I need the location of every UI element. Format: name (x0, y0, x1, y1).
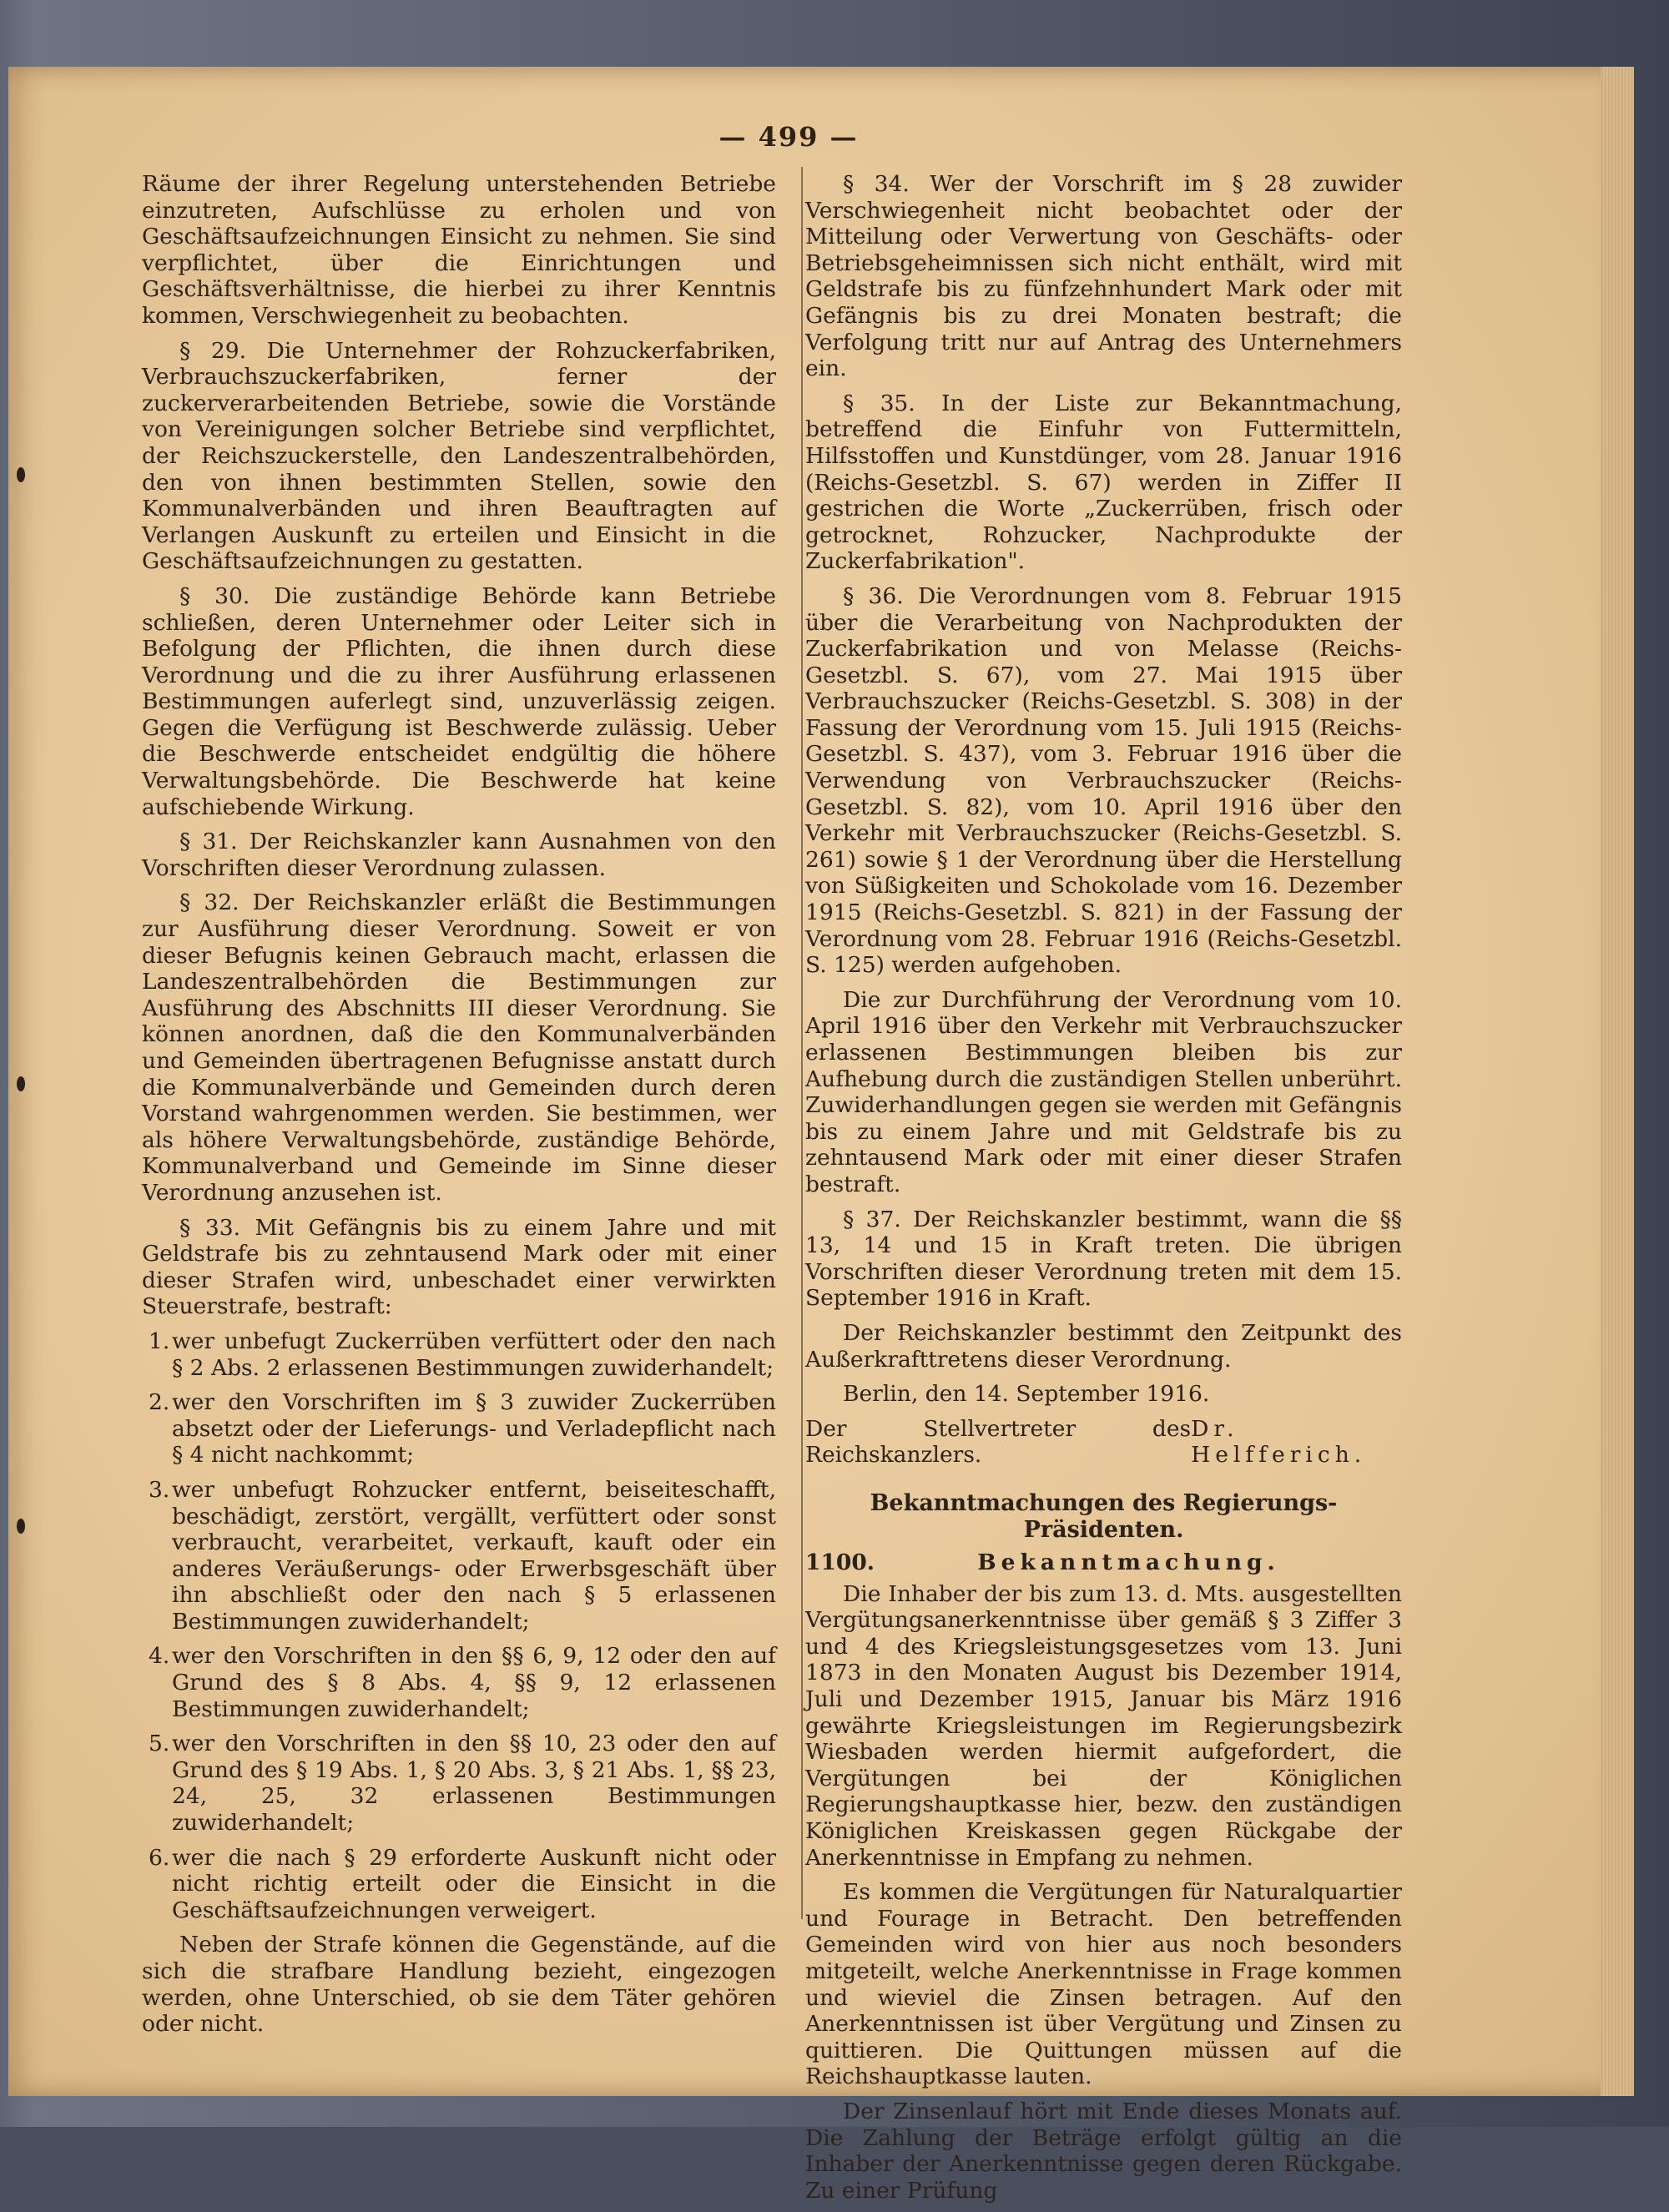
page-edges (1601, 67, 1634, 2096)
list-item-number: 2. (149, 1389, 170, 1416)
paragraph-closing: Neben der Strafe können die Gegenstände, auf die sich die strafbare Handlung bezieht, eingezogen werden, ohne Unterschied, ob sie dem Täter gehören oder nicht. (142, 1932, 776, 2038)
paragraph-intro: Räume der ihrer Regelung unterstehenden Betriebe einzutreten, Aufschlüsse zu erholen und von Geschäftsaufzeichnungen Einsicht zu nehmen. Sie sind verpflichtet, über die Einrichtungen und Geschäftsverhältnisse, die hierbei zu ihrer Kenntnis kommen, Verschwiegenheit zu beobachten. (142, 171, 776, 329)
list-item (142, 1643, 776, 1722)
left-column (142, 171, 776, 2046)
binding-hole (17, 1519, 25, 1534)
section-heading: Bekanntmachungen des Regierungs-Präsidenten. (870, 1489, 1338, 1543)
list-item-number: 3. (149, 1476, 170, 1503)
signature-role: Der Stellvertreter des Reichskanzlers. (805, 1415, 1192, 1469)
column-divider (801, 167, 803, 1919)
binding-hole (17, 467, 25, 482)
binding-hole (17, 1076, 25, 1091)
paragraph-s36: § 36. Die Verordnungen vom 8. Februar 1915 über die Verarbeitung von Nachprodukten der Zuckerfabrikation und von Melasse (Reichs-Gesetzbl. S. 67), vom 27. Mai 1915 über Verbrauchszucker (Reichs-Gesetzbl. S. 308) in der Fassung der Verordnung vom 15. Juli 1915 (Reichs-Gesetzbl. S. 437), vom 3. Februar 1916 über die Verwendung von Verbrauchszucker (Reichs-Gesetzbl. S. 82), vom 10. April 1916 über den Verkehr mit Verbrauchszucker (Reichs-Gesetzbl. S. 261) sowie § 1 der Verordnung über die Herstellung von Süßigkeiten und Schokolade vom 16. Dezember 1915 (Reichs-Gesetzbl. S. 821) in der Fassung der Verordnung vom 28. Februar 1916 (Reichs-Gesetzbl. S. 125) werden aufgehoben. (805, 582, 1402, 979)
list-item-number: 1. (149, 1328, 170, 1354)
paragraph-s32: § 32. Der Reichskanzler erläßt die Bestimmungen zur Ausführung dieser Verordnung. Soweit er von dieser Befugnis keinen Gebrauch macht, erlassen die Landeszentralbehörden die Bestimmungen zur Ausführung des Abschnitts III dieser Verordnung. Sie können anordnen, daß die den Kommunalverbänden und Gemeinden übertragenen Befugnisse anstatt durch die Kommunalverbände und Gemeinden durch deren Vorstand wahrgenommen werden. Sie bestimmen, wer als höhere Verwaltungsbehörde, zuständige Behörde, Kommunalverband und Gemeinde im Sinne dieser Verordnung anzusehen ist. (142, 889, 776, 1206)
signature (805, 1416, 1402, 1469)
paragraph-s36b: Die zur Durchführung der Verordnung vom 10. April 1916 über den Verkehr mit Verbrauchszucker erlassenen Bestimmungen bleiben bis zur Aufhebung durch die zuständigen Stellen unberührt. Zuwiderhandlungen gegen sie werden mit Gefängnis bis zu einem Jahre und mit Geldstrafe bis zu zehntausend Mark oder mit einer dieser Strafen bestraft. (805, 986, 1402, 1197)
signature-name: Dr. Helfferich. (1191, 1415, 1367, 1469)
penalty-list (142, 1328, 776, 1923)
list-item-text: wer den Vorschriften im § 3 zuwider Zuckerrüben absetzt oder der Lieferungs- und Verladepflicht nach § 4 nicht nachkommt; (172, 1389, 776, 1469)
entry-title: Bekanntmachung. (977, 1549, 1280, 1576)
entry-paragraph: Der Zinsenlauf hört mit Ende dieses Monats auf. Die Zahlung der Beträge erfolgt gültig an die Inhaber der Anerkenntnisse gegen deren Rückgabe. Zu einer Prüfung (805, 2098, 1402, 2204)
right-column (805, 171, 1402, 2212)
list-item (142, 1731, 776, 1836)
entry-header (805, 1549, 1402, 1576)
entry-number: 1100. (805, 1549, 875, 1576)
list-item-number: 4. (149, 1643, 170, 1670)
list-item-number: 6. (149, 1844, 170, 1871)
list-item-number: 5. (149, 1731, 170, 1757)
list-item (142, 1389, 776, 1469)
entry-paragraph: Es kommen die Vergütungen für Naturalquartier und Fourage in Betracht. Den betreffenden Gemeinden wird von hier aus noch besonders mitgeteilt, welche Anerkenntnisse in Frage kommen und wieviel die Zinsen betragen. Auf den Anerkenntnissen ist über Vergütung und Zinsen zu quittieren. Die Quittungen müssen auf die Reichshauptkasse lauten. (805, 1879, 1402, 2090)
list-item-text: wer den Vorschriften in den §§ 6, 9, 12 oder den auf Grund des § 8 Abs. 4, §§ 9, 12 erlassenen Bestimmungen zuwiderhandelt; (172, 1643, 776, 1722)
paragraph-s37b: Der Reichskanzler bestimmt den Zeitpunkt des Außerkrafttretens dieser Verordnung. (805, 1319, 1402, 1373)
list-item (142, 1328, 776, 1381)
paragraph-s33: § 33. Mit Gefängnis bis zu einem Jahre und mit Geldstrafe bis zu zehntausend Mark oder mit einer dieser Strafen wird, unbeschadet einer verwirkten Steuerstrafe, bestraft: (142, 1214, 776, 1320)
paragraph-s37: § 37. Der Reichskanzler bestimmt, wann die §§ 13, 14 und 15 in Kraft treten. Die übrigen Vorschriften dieser Verordnung treten mit dem 15. September 1916 in Kraft. (805, 1206, 1402, 1312)
paragraph-s30: § 30. Die zuständige Behörde kann Betriebe schließen, deren Unternehmer oder Leiter sich in Befolgung der Pflichten, die ihnen durch diese Verordnung und die zu ihrer Ausführung erlassenen Bestimmungen auferlegt sind, unzuverlässig zeigen. Gegen die Verfügung ist Beschwerde zulässig. Ueber die Beschwerde entscheidet endgültig die höhere Verwaltungsbehörde. Die Beschwerde hat keine aufschiebende Wirkung. (142, 582, 776, 820)
list-item (142, 1845, 776, 1924)
paragraph-s31: § 31. Der Reichskanzler kann Ausnahmen von den Vorschriften dieser Verordnung zulassen. (142, 829, 776, 881)
page-number: — 499 — (719, 121, 859, 153)
paragraph-s34: § 34. Wer der Vorschrift im § 28 zuwider Verschwiegenheit nicht beobachtet oder der Mitteilung oder Verwertung von Geschäfts- oder Betriebsgeheimnissen sich nicht enthält, wird mit Geldstrafe bis zu fünfzehnhundert Mark oder mit Gefängnis bis zu drei Monaten bestraft; die Verfolgung tritt nur auf Antrag des Unternehmers ein. (805, 171, 1402, 382)
entry-paragraph: Die Inhaber der bis zum 13. d. Mts. ausgestellten Vergütungsanerkenntnisse über gemäß § 3 Ziffer 3 und 4 des Kriegsleistungsgesetzes vom 13. Juni 1873 in den Monaten August bis Dezember 1914, Juli und Dezember 1915, Januar bis März 1916 gewährte Kriegsleistungen im Regierungsbezirk Wiesbaden werden hiermit aufgefordert, die Vergütungen bei der Königlichen Regierungshauptkasse hier, bezw. den zuständigen Königlichen Kreiskassen gegen Rückgabe der Anerkenntnisse in Empfang zu nehmen. (805, 1580, 1402, 1871)
list-item (142, 1477, 776, 1635)
list-item-text: wer die nach § 29 erforderte Auskunft nicht oder nicht richtig erteilt oder die Einsicht in die Geschäftsaufzeichnungen verweigert. (172, 1844, 776, 1923)
list-item-text: wer den Vorschriften in den §§ 10, 23 oder den auf Grund des § 19 Abs. 1, § 20 Abs. 3, § 21 Abs. 1, §§ 23, 24, 25, 32 erlassenen Bestimmungen zuwiderhandelt; (172, 1731, 776, 1837)
paragraph-s29: § 29. Die Unternehmer der Rohzuckerfabriken, Verbrauchszuckerfabriken, ferner der zuckerverarbeitenden Betriebe, sowie die Vorstände von Vereinigungen solcher Betriebe sind verpflichtet, der Reichszuckerstelle, den Landeszentralbehörden, den von ihnen bestimmten Stellen, sowie den Kommunalverbänden und ihren Beauftragten auf Verlangen Auskunft zu erteilen und Einsicht in die Geschäftsaufzeichnungen zu gestatten. (142, 337, 776, 575)
list-item-text: wer unbefugt Zuckerrüben verfüttert oder den nach § 2 Abs. 2 erlassenen Bestimmungen zuwiderhandelt; (172, 1328, 776, 1381)
date-line: Berlin, den 14. September 1916. (843, 1381, 1210, 1408)
list-item-text: wer unbefugt Rohzucker entfernt, beiseiteschafft, beschädigt, zerstört, vergällt, verfüttert oder sonst verbraucht, verarbeitet, verkauft, kauft oder ein anderes Veräußerungs- oder Erwerbsgeschäft über ihn abschließt oder den nach § 5 erlassenen Bestimmungen zuwiderhandelt; (172, 1476, 776, 1635)
paragraph-s35: § 35. In der Liste zur Bekanntmachung, betreffend die Einfuhr von Futtermitteln, Hilfsstoffen und Kunstdünger, vom 28. Januar 1916 (Reichs-Gesetzbl. S. 67) werden in Ziffer II gestrichen die Worte „Zuckerrüben, frisch oder getrocknet, Rohzucker, Nachprodukte der Zuckerfabrikation". (805, 390, 1402, 575)
